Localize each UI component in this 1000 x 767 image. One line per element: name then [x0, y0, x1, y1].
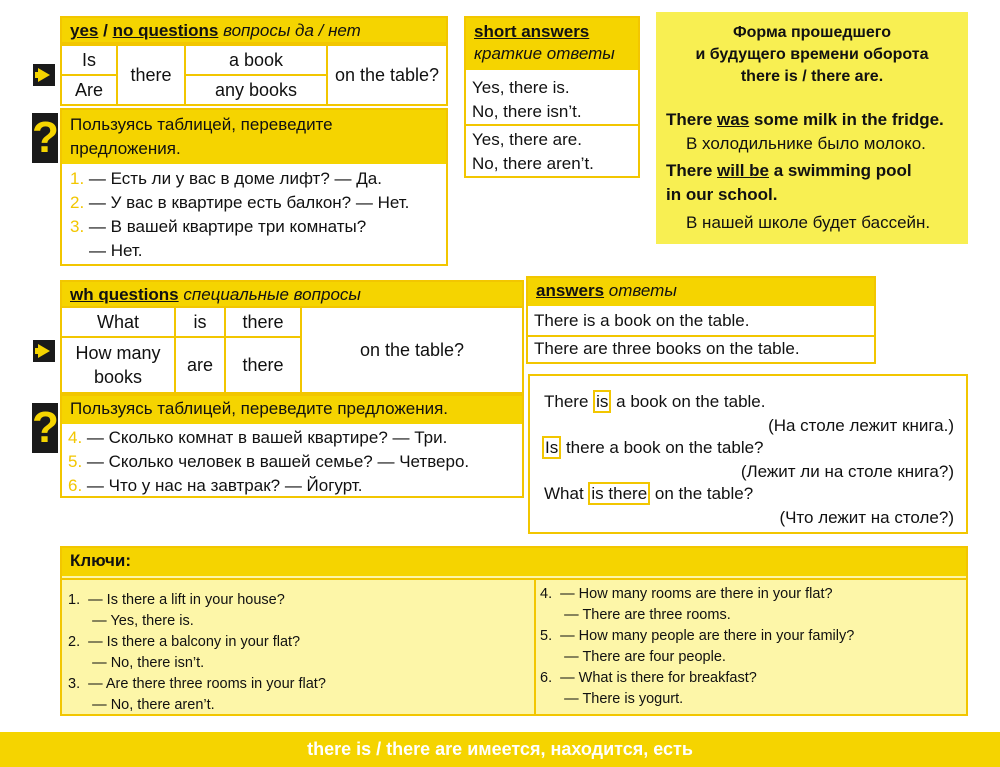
answer-line-1: There is a book on the table. — [534, 311, 750, 330]
task1-panel — [60, 108, 448, 266]
wh-word-what: What — [61, 307, 175, 337]
yesno-verb-are: Are — [61, 75, 117, 105]
task2-item-5 — [68, 450, 469, 474]
yesno-header-en1: yes — [70, 21, 99, 40]
answers-header-en: answers — [536, 281, 605, 300]
forms-ex1-pre: There — [666, 110, 718, 129]
wh-header-ru: специальные вопросы — [183, 285, 361, 304]
example-3-post: on the table? — [650, 484, 754, 503]
short-answers-panel — [464, 16, 640, 178]
task2-header: Пользуясь таблицей, переведите предложения. — [62, 396, 522, 424]
example-3 — [544, 482, 753, 506]
yesno-obj-a-book: a book — [185, 45, 327, 75]
wh-header — [60, 280, 524, 308]
task1-item-3-cont: — Нет. — [89, 241, 143, 260]
key-line: 4. — How many rooms are there in your flat? — [540, 586, 833, 602]
task2-item-6 — [68, 474, 362, 498]
key-line: 1. — Is there a lift in your house? — [68, 592, 285, 608]
forms-ex1-post: some milk in the fridge. — [749, 110, 944, 129]
key-line: — Yes, there is. — [68, 613, 194, 629]
example-1-post: a book on the table. — [611, 392, 766, 411]
task2-num-6: 6. — [68, 476, 83, 495]
short-answer-yes-are: Yes, there are. — [472, 130, 582, 149]
key-line: — There are four people. — [540, 649, 726, 665]
task1-header: Пользуясь таблицей, переведите предложения. — [62, 110, 446, 164]
forms-example-2-ru: В нашей школе будет бассейн. — [686, 213, 931, 232]
keys-panel — [60, 546, 968, 716]
task2-text-5: — Сколько человек в вашей семье? — Четверо. — [86, 452, 470, 471]
key-line: — No, there isn’t. — [68, 655, 205, 671]
short-answer-yes-is: Yes, there is. — [472, 78, 570, 97]
yesno-header — [60, 16, 448, 44]
key-line: — There is yogurt. — [540, 691, 684, 707]
answers-header — [528, 278, 874, 306]
wh-place: on the table? — [301, 307, 523, 393]
yesno-header-sep: / — [103, 21, 108, 40]
arrow-right-icon — [33, 64, 55, 86]
task1-num-2: 2. — [70, 193, 85, 212]
forms-panel — [656, 12, 968, 244]
footer-ru: имеется, находится, есть — [467, 739, 693, 759]
footer-en: there is / there are — [307, 739, 463, 759]
yesno-verb-is: Is — [61, 45, 117, 75]
yesno-header-en2: no questions — [112, 21, 219, 40]
key-line: 6. — What is there for breakfast? — [540, 670, 757, 686]
question-mark-icon: ? — [32, 113, 59, 162]
short-answer-no-arent: No, there aren’t. — [472, 154, 594, 173]
forms-ex1-key: was — [717, 110, 750, 129]
key-line: — No, there aren’t. — [68, 697, 215, 713]
forms-title-1: Форма прошедшего — [732, 24, 892, 41]
forms-example-2-cont: in our school. — [666, 185, 778, 204]
answer-line-2: There are three books on the table. — [534, 339, 800, 358]
keys-divider — [534, 578, 536, 714]
yesno-header-ru: вопросы да / нет — [223, 21, 361, 40]
task1-num-3: 3. — [70, 217, 85, 236]
wh-header-en: wh questions — [70, 285, 179, 304]
key-line: 5. — How many people are there in your family? — [540, 628, 855, 644]
task1-num-1: 1. — [70, 169, 85, 188]
key-line: — There are three rooms. — [540, 607, 731, 623]
task1-item-1 — [70, 167, 382, 191]
example-1 — [544, 390, 765, 414]
keys-right-col — [540, 584, 854, 710]
short-answers-header-ru: краткие ответы — [474, 44, 615, 63]
forms-ex2-key: will be — [717, 161, 769, 180]
forms-example-1-ru: В холодильнике было молоко. — [686, 134, 926, 153]
example-2-post: there a book on the table? — [561, 438, 764, 457]
task1-text-2: — У вас в квартире есть балкон? — Нет. — [88, 193, 410, 212]
yesno-obj-any-books: any books — [185, 75, 327, 105]
example-2-ru: (Лежит ли на столе книга?) — [740, 462, 954, 481]
task2-num-4: 4. — [68, 428, 83, 447]
forms-ex2-pre: There — [666, 161, 718, 180]
task2-panel — [60, 394, 524, 498]
yesno-there: there — [117, 45, 185, 105]
example-2-key: Is — [542, 436, 561, 459]
short-answer-no-isnt: No, there isn’t. — [472, 102, 582, 121]
keys-header: Ключи: — [62, 548, 966, 576]
arrow-right-icon-2 — [33, 340, 55, 362]
wh-verb-are: are — [175, 337, 225, 393]
short-answers-header — [466, 18, 638, 70]
task1-text-1: — Есть ли у вас в доме лифт? — Да. — [88, 169, 382, 188]
wh-word-how-many-books: How many books — [61, 337, 175, 393]
wh-table — [60, 306, 524, 394]
answers-header-ru: ответы — [608, 281, 677, 300]
forms-title-2: и будущего времени оборота — [695, 46, 929, 63]
task1-item-2 — [70, 191, 409, 215]
forms-example-1 — [666, 108, 944, 132]
task2-text-4: — Сколько комнат в вашей квартире? — Три. — [86, 428, 448, 447]
example-3-pre: What — [544, 484, 589, 503]
task1-item-3 — [70, 215, 366, 239]
forms-example-2 — [666, 159, 912, 183]
footer-bar — [0, 732, 1000, 767]
answers-panel — [526, 276, 876, 364]
task2-num-5: 5. — [68, 452, 83, 471]
forms-title-3: there is / there are. — [740, 68, 884, 85]
key-line: 3. — Are there three rooms in your flat? — [68, 676, 326, 692]
key-line: 2. — Is there a balcony in your flat? — [68, 634, 301, 650]
task2-item-4 — [68, 426, 447, 450]
task1-text-3: — В вашей квартире три комнаты? — [88, 217, 367, 236]
example-1-ru: (На столе лежит книга.) — [768, 416, 954, 435]
yesno-place: on the table? — [327, 45, 447, 105]
yesno-table — [60, 44, 448, 106]
keys-left-col — [68, 590, 326, 716]
example-1-key: is — [593, 390, 611, 413]
question-mark-icon-2: ? — [32, 403, 59, 452]
example-2 — [542, 436, 764, 460]
wh-there-2: there — [225, 337, 301, 393]
forms-ex2-post: a swimming pool — [769, 161, 912, 180]
example-1-pre: There — [544, 392, 594, 411]
wh-verb-is: is — [175, 307, 225, 337]
short-answers-header-en: short answers — [474, 22, 590, 41]
examples-panel — [528, 374, 968, 534]
example-3-key: is there — [588, 482, 650, 505]
short-answers-divider — [466, 124, 638, 126]
wh-there-1: there — [225, 307, 301, 337]
example-3-ru: (Что лежит на столе?) — [779, 508, 954, 527]
task2-text-6: — Что у нас на завтрак? — Йогурт. — [86, 476, 363, 495]
